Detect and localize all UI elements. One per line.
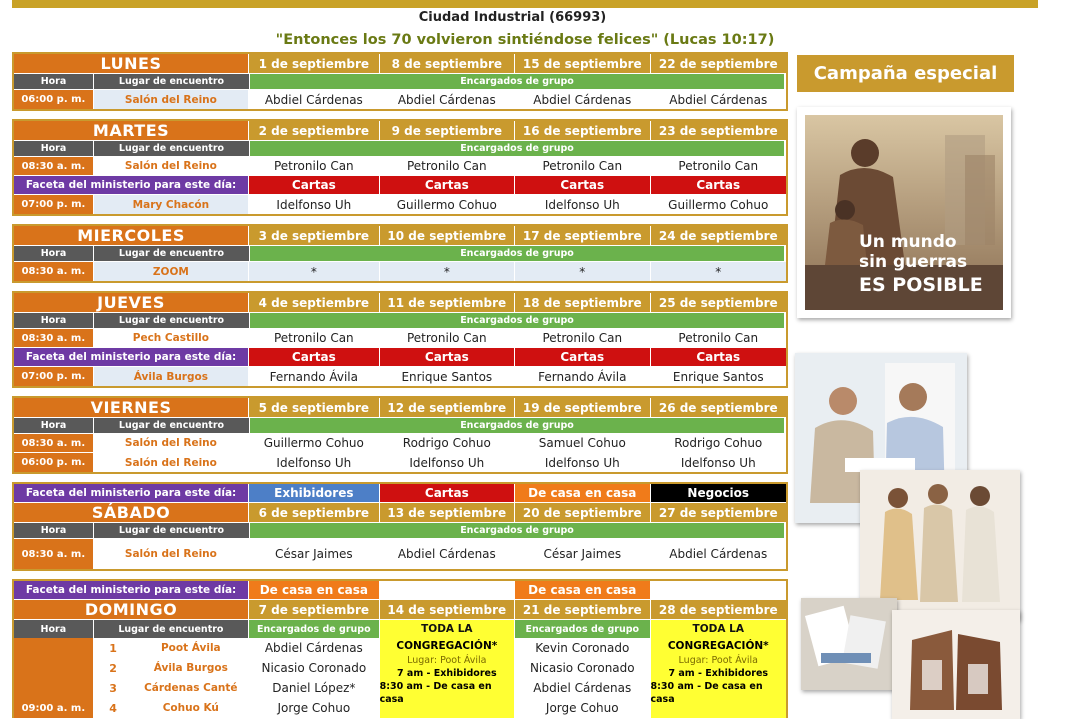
name-cell: Idelfonso Uh [249,195,380,214]
date-cell: 11 de septiembre [380,293,515,312]
date-cell: 19 de septiembre [515,398,650,417]
name-cell: Nicasio Coronado [249,658,379,678]
name-cell: Enrique Santos [380,367,515,386]
name-cell: Rodrigo Cohuo [651,434,786,452]
name-cell: César Jaimes [515,539,650,569]
encargados-label: Encargados de grupo [250,246,784,261]
name-cell: Idelfonso Uh [249,453,380,472]
date-cell: 24 de septiembre [651,226,786,245]
date-cell: 1 de septiembre [249,54,380,73]
day-title: SÁBADO [14,503,249,522]
photo-brochures [801,598,897,690]
name-cell: Abdiel Cárdenas [249,638,379,658]
lugar-label: Lugar de encuentro [94,74,250,89]
block-lunes [12,52,788,111]
time-cell: 07:00 p. m. [14,195,94,214]
time-cell: 06:00 p. m. [14,453,94,472]
name-cell: Jorge Cohuo [249,698,379,718]
photo-brochures-image [801,598,897,690]
block-viernes [12,396,788,474]
congregation-exhibidores: 7 am - Exhibidores [668,668,769,679]
photo-hands-reading [892,610,1020,719]
lugar-label: Lugar de encuentro [94,141,250,156]
poster-image [805,115,1003,310]
group-number: 3 [94,678,133,698]
encargados-label: Encargados de grupo [250,523,784,538]
date-cell: 25 de septiembre [651,293,786,312]
faceta-cell: Cartas [651,176,786,194]
block-miercoles [12,224,788,283]
congregation-title: CONGREGACIÓN* [667,640,769,652]
date-cell: 4 de septiembre [249,293,380,312]
name-cell: César Jaimes [249,539,380,569]
place-cell: Cárdenas Canté [134,678,249,698]
place-cell: Mary Chacón [94,195,249,214]
theme-verse: "Entonces los 70 volvieron sintiéndose felices" (Lucas 10:17) [275,32,775,48]
campaign-poster [797,107,1011,318]
day-title: MARTES [14,121,249,140]
faceta-cell: Cartas [515,348,650,366]
time-cell: 08:30 a. m. [14,434,94,452]
name-cell: * [249,262,380,281]
hora-label: Hora [14,313,94,328]
faceta-label: Faceta del ministerio para este día: [14,484,249,502]
congregation-title: CONGREGACIÓN* [396,640,498,652]
name-cell: Petronilo Can [515,157,650,175]
name-cell: Abdiel Cárdenas [651,90,786,109]
faceta-cell: Cartas [651,348,786,366]
faceta-cell [651,581,786,599]
congregation-box [651,638,786,718]
day-title: DOMINGO [14,600,249,619]
time-cell: 08:30 a. m. [14,329,94,347]
date-cell: 5 de septiembre [249,398,380,417]
date-cell: 14 de septiembre [380,600,515,619]
day-title: VIERNES [14,398,249,417]
faceta-cell: Cartas [249,176,380,194]
group-number-column [94,638,134,718]
faceta-label: Faceta del ministerio para este día: [14,348,249,366]
names-column-21 [515,638,650,718]
lugar-label: Lugar de encuentro [94,418,250,433]
time-cell: 09:00 a. m. [14,638,94,718]
block-sabado [12,482,788,571]
date-cell: 20 de septiembre [515,503,650,522]
name-cell: Petronilo Can [515,329,650,347]
name-cell: Abdiel Cárdenas [249,90,380,109]
name-cell: Fernando Ávila [515,367,650,386]
place-cell: Salón del Reino [94,539,249,569]
faceta-cell: Cartas [515,176,650,194]
date-cell: 3 de septiembre [249,226,380,245]
name-cell: Abdiel Cárdenas [515,90,650,109]
hora-label: Hora [14,523,94,538]
time-cell: 08:30 a. m. [14,539,94,569]
name-cell: Fernando Ávila [249,367,380,386]
date-cell: 26 de septiembre [651,398,786,417]
block-domingo [12,579,788,718]
date-cell: 16 de septiembre [515,121,650,140]
name-cell: Petronilo Can [651,329,786,347]
hora-label: Hora [14,246,94,261]
block-martes [12,119,788,216]
date-cell: 22 de septiembre [651,54,786,73]
faceta-cell: De casa en casa [515,581,650,599]
date-cell: 13 de septiembre [380,503,515,522]
faceta-cell [380,581,515,599]
toda-label: TODA LA [380,620,515,638]
place-cell: Ávila Burgos [134,658,249,678]
top-banner-bar [12,0,1038,8]
encargados-label: Encargados de grupo [250,141,784,156]
date-cell: 7 de septiembre [249,600,380,619]
name-cell: Idelfonso Uh [380,453,515,472]
place-cell: Salón del Reino [94,157,249,175]
faceta-cell: Negocios [651,484,786,502]
day-title: LUNES [14,54,249,73]
date-cell: 27 de septiembre [651,503,786,522]
faceta-cell: De casa en casa [249,581,380,599]
time-cell: 08:30 a. m. [14,262,94,281]
hora-label: Hora [14,74,94,89]
name-cell: Idelfonso Uh [515,195,650,214]
name-cell: Guillermo Cohuo [249,434,380,452]
congregation-place: Lugar: Poot Ávila [407,655,487,666]
lugar-label: Lugar de encuentro [94,246,250,261]
name-cell: Guillermo Cohuo [651,195,786,214]
name-cell: Petronilo Can [249,157,380,175]
place-cell: Salón del Reino [94,434,249,452]
schedule-table [12,52,788,718]
name-cell: Samuel Cohuo [515,434,650,452]
lugar-label: Lugar de encuentro [94,523,250,538]
time-cell: 07:00 p. m. [14,367,94,386]
name-cell: Petronilo Can [249,329,380,347]
congregation-casa: 8:30 am - De casa en casa [650,681,763,705]
faceta-label: Faceta del ministerio para este día: [14,581,249,599]
name-cell: Guillermo Cohuo [380,195,515,214]
block-jueves [12,291,788,388]
name-cell: Petronilo Can [380,157,515,175]
date-cell: 12 de septiembre [380,398,515,417]
place-cell: Salón del Reino [94,453,249,472]
name-cell: Rodrigo Cohuo [380,434,515,452]
encargados-label: Encargados de grupo [250,418,784,433]
hora-label: Hora [14,418,94,433]
encargados-label: Encargados de grupo [250,74,784,89]
names-column-7 [249,638,380,718]
toda-label: TODA LA [651,620,786,638]
congregation-casa: 8:30 am - De casa en casa [379,681,492,705]
date-cell: 18 de septiembre [515,293,650,312]
time-cell: 06:00 p. m. [14,90,94,109]
place-cell: Poot Ávila [134,638,249,658]
time-cell: 08:30 a. m. [14,157,94,175]
date-cell: 21 de septiembre [515,600,650,619]
congregation-place: Lugar: Poot Ávila [678,655,758,666]
congregation-exhibidores: 7 am - Exhibidores [397,668,497,679]
name-cell: Idelfonso Uh [651,453,786,472]
name-cell: * [515,262,650,281]
group-number: 4 [94,698,133,718]
lugar-label: Lugar de encuentro [94,620,249,638]
name-cell: Daniel López* [249,678,379,698]
place-cell: Ávila Burgos [94,367,249,386]
date-cell: 8 de septiembre [380,54,515,73]
faceta-cell: Exhibidores [249,484,380,502]
faceta-cell: De casa en casa [515,484,650,502]
poster-line-1: Un mundo [859,232,957,252]
date-cell: 23 de septiembre [651,121,786,140]
name-cell: Kevin Coronado [515,638,649,658]
name-cell: Nicasio Coronado [515,658,649,678]
encargados-label: Encargados de grupo [515,620,650,638]
faceta-cell: Cartas [249,348,380,366]
date-cell: 28 de septiembre [651,600,786,619]
date-cell: 6 de septiembre [249,503,380,522]
congregation-box [380,638,514,718]
poster-line-3: ES POSIBLE [859,274,983,296]
encargados-label: Encargados de grupo [249,620,380,638]
name-cell: Abdiel Cárdenas [380,90,515,109]
name-cell: Petronilo Can [380,329,515,347]
poster-line-2: sin guerras [859,252,968,272]
name-cell: * [651,262,786,281]
name-cell: Idelfonso Uh [515,453,650,472]
date-cell: 2 de septiembre [249,121,380,140]
place-cell: ZOOM [94,262,249,281]
photo-hands-image [892,610,1020,719]
congregation-name: Ciudad Industrial (66993) [418,10,607,25]
name-cell: Petronilo Can [651,157,786,175]
group-number: 1 [94,638,133,658]
place-cell: Pech Castillo [94,329,249,347]
faceta-cell: Cartas [380,484,515,502]
date-cell: 17 de septiembre [515,226,650,245]
encargados-label: Encargados de grupo [250,313,784,328]
group-number: 2 [94,658,133,678]
name-cell: Abdiel Cárdenas [380,539,515,569]
faceta-cell: Cartas [380,176,515,194]
name-cell: Abdiel Cárdenas [515,678,649,698]
place-cell: Cohuo Kú [134,698,249,718]
day-title: JUEVES [14,293,249,312]
hora-label: Hora [14,141,94,156]
faceta-label: Faceta del ministerio para este día: [14,176,249,194]
name-cell: Abdiel Cárdenas [651,539,786,569]
date-cell: 9 de septiembre [380,121,515,140]
faceta-cell: Cartas [380,348,515,366]
hora-label: Hora [14,620,94,638]
name-cell: Enrique Santos [651,367,786,386]
day-title: MIERCOLES [14,226,249,245]
lugar-label: Lugar de encuentro [94,313,250,328]
group-place-column [134,638,250,718]
name-cell: * [380,262,515,281]
date-cell: 10 de septiembre [380,226,515,245]
congregation-column-28 [651,638,786,718]
name-cell: Jorge Cohuo [515,698,649,718]
date-cell: 15 de septiembre [515,54,650,73]
place-cell: Salón del Reino [94,90,249,109]
congregation-column-14 [380,638,515,718]
campaign-title: Campaña especial [797,55,1014,92]
